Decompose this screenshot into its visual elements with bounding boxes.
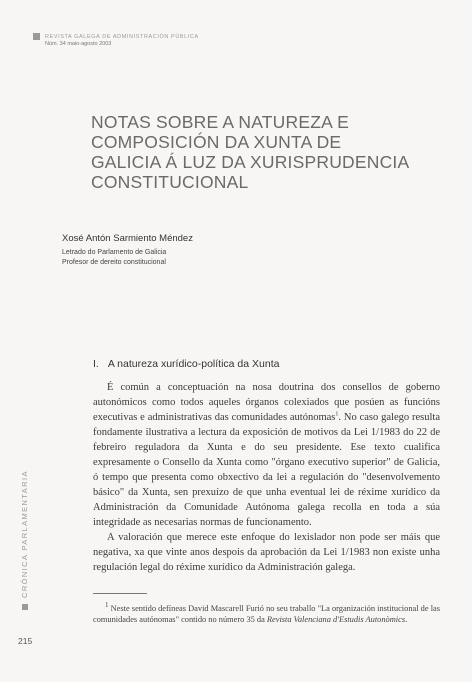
- issue-info: Núm. 34 maio-agosto 2003: [45, 41, 112, 47]
- footnote-text: .: [405, 615, 408, 625]
- journal-row: [33, 33, 333, 40]
- footnote-reference[interactable]: 1: [335, 411, 339, 418]
- footnote-number: 1: [105, 601, 109, 609]
- header-square-icon: [33, 33, 40, 40]
- author-name: Xosé Antón Sarmiento Méndez: [62, 233, 193, 244]
- author-affiliation: Profesor de dereito constitucional: [62, 259, 166, 266]
- footnote-divider: [93, 593, 147, 594]
- article-title: [91, 112, 431, 192]
- paragraph: A valoración que merece este enfoque do lexislador non pode ser máis que negativa, xa que vinte anos despois da aprobación da Lei 1/1983 non existe unha regulación legal do réxime xurídico da Administración galega.: [93, 532, 440, 573]
- author-block: [62, 233, 193, 268]
- title-line: COMPOSICIÓN DA XUNTA DE: [91, 132, 342, 152]
- footnote-text: Neste sentido defíneas David Mascarell Furió no seu traballo "La organización institucional de las comunidades autónomas" contido no número 35 da: [93, 603, 440, 625]
- paragraph-text: . No caso galego resulta fondamente ilustrativa a lectura da exposición de motivos da Lei 1/1983 do 22 de febreiro reguladora da Xunta e do seu presidente. Ese texto cualifica expresamente o Consello da Xunta como "órgano executivo superior" de Galicia, ó tempo que presenta como obxectivo da lei a regulación do "desenvolvemento básico" da Xunta, sen prexuízo de que unha eventual lei de réxime xurídico da Administración da Comunidade Autónoma galega recolla en toda a súa integridade as necesarias normas de funcionamento.: [93, 412, 440, 528]
- side-square-icon: [22, 604, 28, 610]
- title-line: NOTAS SOBRE A NATUREZA E: [91, 112, 349, 132]
- footnote: [93, 600, 440, 626]
- journal-citation: Revista Valenciana d'Estudis Autonòmics: [266, 615, 406, 625]
- side-label-text: CRÓNICA PARLAMENTARIA: [20, 470, 29, 598]
- section-heading: [93, 358, 279, 370]
- title-line: GALICIA Á LUZ DA XURISPRUDENCIA: [91, 152, 410, 172]
- running-header: [33, 33, 333, 47]
- section-title: A natureza xurídico-política da Xunta: [107, 358, 280, 370]
- title-line: CONSTITUCIONAL: [91, 172, 249, 192]
- author-affiliation: Letrado do Parlamento de Galicia: [62, 249, 167, 256]
- paragraph-text: É común a conceptuación na nosa doutrina dos consellos de goberno autonómicos como todos aqueles órganos colexiados que posúen as funcións executivas e administrativas das comunidades autónomas: [93, 382, 440, 423]
- journal-name: REVISTA GALEGA DE ADMINISTRACIÓN PÚBLICA: [45, 33, 199, 40]
- section-side-label: [20, 470, 29, 610]
- body-text: [93, 380, 440, 575]
- section-number: I.: [93, 358, 99, 370]
- page-number: 215: [18, 636, 33, 646]
- paragraph: [93, 380, 440, 530]
